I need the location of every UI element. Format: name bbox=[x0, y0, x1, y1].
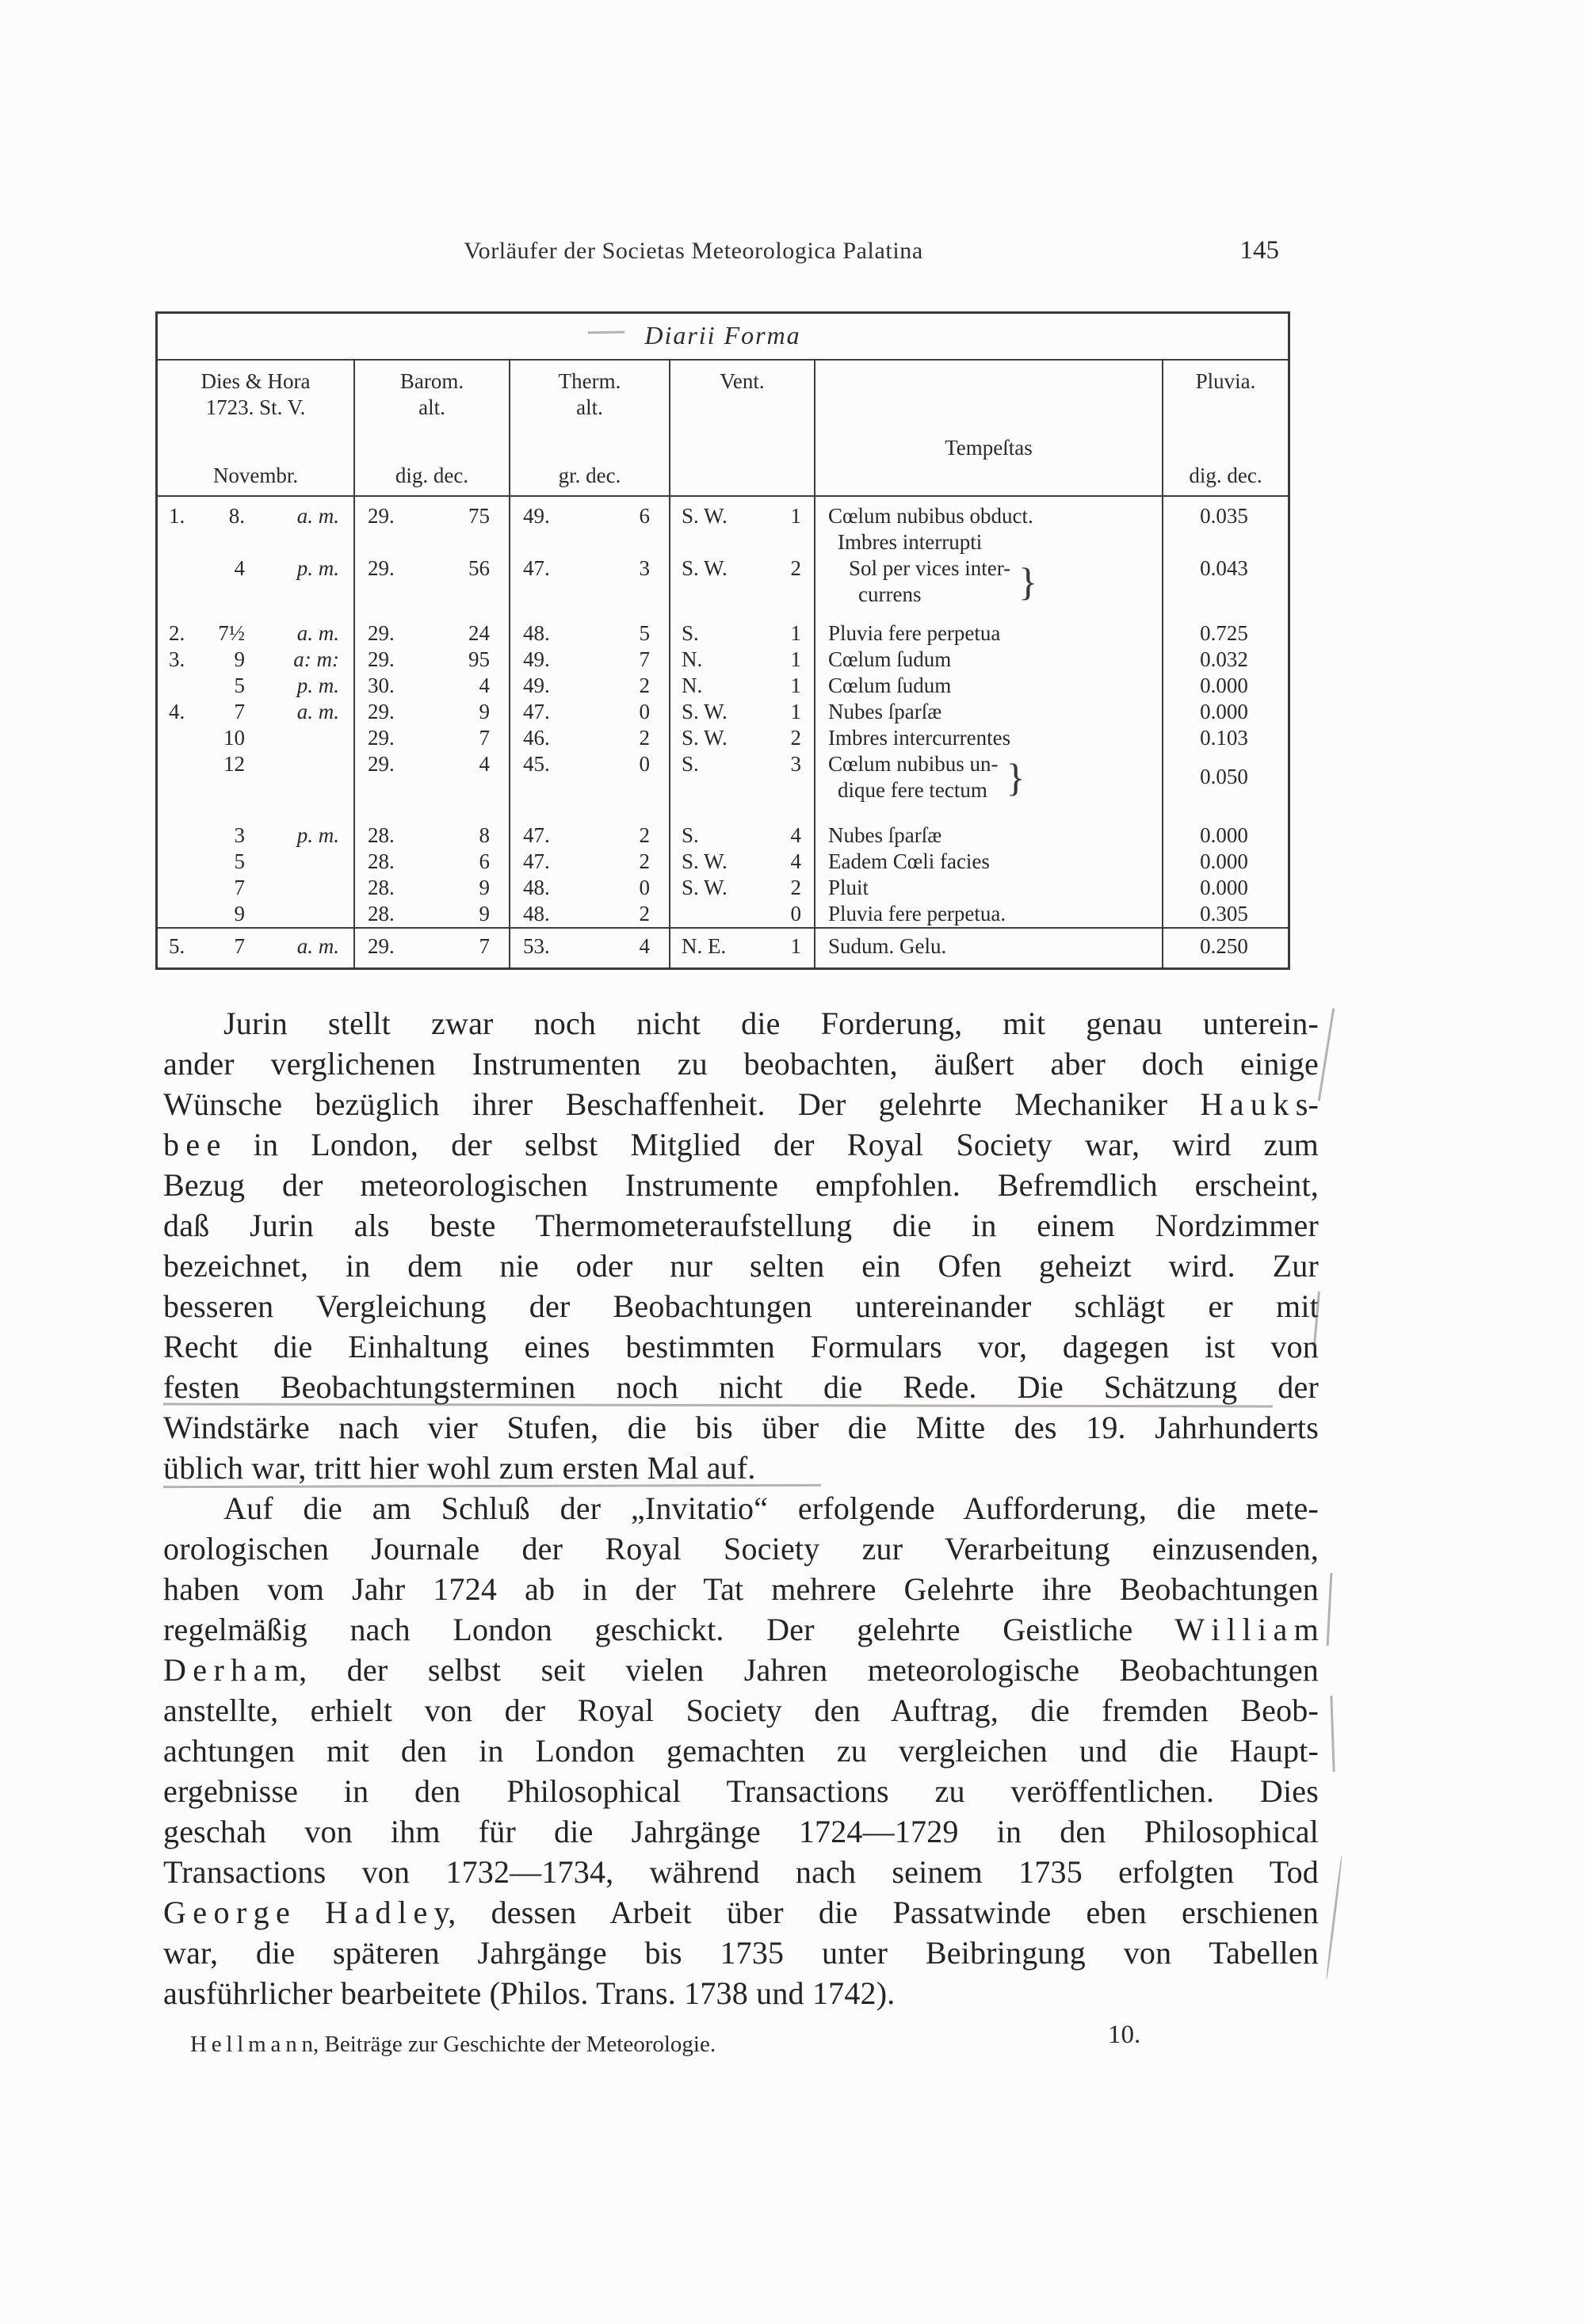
cell-pluvia: 0.103 bbox=[1162, 725, 1288, 751]
thermometer-decimal: 5 bbox=[639, 621, 650, 645]
cell-pluvia: 0.035 bbox=[1162, 497, 1288, 555]
header-pluvia-label: Pluvia. bbox=[1195, 369, 1256, 393]
header-tempestas bbox=[814, 361, 1162, 497]
cell-barometer bbox=[353, 725, 509, 751]
header-dies-line2: 1723. St. V. bbox=[205, 395, 306, 419]
thermometer-decimal: 7 bbox=[639, 647, 650, 671]
dies-ampm: a. m. bbox=[296, 700, 339, 723]
text-line: achtungen mit den in London gemachten zu vergleichen und die Haupt- bbox=[163, 1733, 1319, 1769]
cell-dies bbox=[158, 725, 353, 751]
weather-line1: Pluvia fere perpetua. bbox=[828, 902, 1006, 925]
header-tempestas-label: Tempeſtas bbox=[945, 436, 1033, 460]
footnote: H e l l m a n n, Beiträge zur Geschichte der Meteorologie. bbox=[190, 2032, 716, 2057]
text-line: b e e in London, der selbst Mitglied der Royal Society war, wird zum bbox=[163, 1127, 1319, 1162]
cell-dies bbox=[158, 647, 353, 673]
cell-thermometer bbox=[509, 555, 669, 608]
wind-direction: S. W. bbox=[682, 504, 728, 528]
barometer-decimal: 9 bbox=[479, 876, 490, 899]
diarii-forma-table bbox=[155, 311, 1290, 970]
cell-thermometer bbox=[509, 751, 669, 803]
barometer-decimal: 75 bbox=[468, 504, 490, 528]
thermometer-decimal: 0 bbox=[639, 700, 650, 723]
wind-force: 1 bbox=[790, 504, 801, 528]
pencil-mark bbox=[1327, 1573, 1333, 1646]
header-barom-units: dig. dec. bbox=[395, 464, 469, 487]
cell-pluvia: 0.032 bbox=[1162, 647, 1288, 673]
thermometer-decimal: 3 bbox=[639, 556, 650, 580]
text-line: regelmäßig nach London geschickt. Der gelehrte Geistliche W i l l i a m bbox=[163, 1612, 1319, 1647]
cell-wind bbox=[669, 751, 814, 803]
weather-line1: Pluit bbox=[828, 876, 869, 899]
weather-line1: Imbres intercurrentes bbox=[828, 726, 1011, 750]
cell-barometer bbox=[353, 901, 509, 927]
text-line: Wünsche bezüglich ihrer Beschaffenheit. Der gelehrte Mechaniker H a u k s- bbox=[163, 1086, 1319, 1122]
cell-pluvia: 0.000 bbox=[1162, 849, 1288, 875]
dies-day: 5. bbox=[169, 934, 185, 958]
cell-wind bbox=[669, 901, 814, 927]
cell-dies bbox=[158, 901, 353, 927]
cell-barometer bbox=[353, 751, 509, 803]
cell-wind bbox=[669, 608, 814, 647]
cell-thermometer bbox=[509, 608, 669, 647]
weather-line1: Sudum. Gelu. bbox=[828, 934, 947, 958]
text-line: ander verglichenen Instrumenten zu beobachten, äußert aber doch einige bbox=[163, 1046, 1319, 1082]
cell-wind bbox=[669, 497, 814, 555]
wind-force: 3 bbox=[790, 752, 801, 776]
wind-force: 4 bbox=[790, 823, 801, 847]
cell-thermometer bbox=[509, 699, 669, 725]
thermometer-decimal: 2 bbox=[639, 902, 650, 925]
barometer-decimal: 95 bbox=[468, 647, 490, 671]
cell-weather bbox=[814, 849, 1162, 875]
barometer-decimal: 56 bbox=[468, 556, 490, 580]
thermometer-integer: 49. bbox=[523, 674, 550, 697]
weather-line2: currens bbox=[858, 582, 922, 606]
wind-direction: N. bbox=[682, 647, 703, 671]
cell-thermometer bbox=[509, 725, 669, 751]
cell-weather bbox=[814, 901, 1162, 927]
text-line: anstellte, erhielt von der Royal Society den Auftrag, die fremden Beob- bbox=[163, 1692, 1319, 1728]
cell-thermometer bbox=[509, 901, 669, 927]
dies-day: 3. bbox=[169, 647, 185, 671]
dies-hour: 8. bbox=[228, 504, 245, 528]
wind-force: 2 bbox=[790, 556, 801, 580]
wind-force: 0 bbox=[790, 902, 801, 925]
dies-ampm: a. m. bbox=[296, 504, 339, 528]
cell-dies bbox=[158, 608, 353, 647]
thermometer-integer: 47. bbox=[523, 556, 550, 580]
table-title: Diarii Forma bbox=[158, 314, 1288, 361]
text-line: Transactions von 1732—1734, während nach seinem 1735 erfolgten Tod bbox=[163, 1854, 1319, 1890]
dies-ampm: a. m. bbox=[296, 934, 339, 958]
barometer-decimal: 9 bbox=[479, 700, 490, 723]
dies-hour: 7 bbox=[234, 700, 245, 723]
barometer-integer: 29. bbox=[368, 752, 395, 776]
barometer-integer: 29. bbox=[368, 700, 395, 723]
dies-hour: 4 bbox=[234, 556, 245, 580]
dies-hour: 7½ bbox=[218, 621, 245, 645]
header-vent bbox=[669, 361, 814, 497]
text-line: bezeichnet, in dem nie oder nur selten ein Ofen geheizt wird. Zur bbox=[163, 1248, 1319, 1284]
cell-thermometer bbox=[509, 927, 669, 967]
header-therm-units: gr. dec. bbox=[558, 464, 621, 487]
cell-weather bbox=[814, 875, 1162, 901]
barometer-decimal: 6 bbox=[479, 849, 490, 873]
dies-hour: 3 bbox=[234, 823, 245, 847]
cell-weather bbox=[814, 803, 1162, 849]
barometer-decimal: 4 bbox=[479, 752, 490, 776]
wind-direction: S. W. bbox=[682, 556, 728, 580]
header-dies-line3: Novembr. bbox=[212, 464, 299, 487]
wind-force: 1 bbox=[790, 700, 801, 723]
cell-wind bbox=[669, 673, 814, 699]
wind-force: 1 bbox=[790, 621, 801, 645]
barometer-integer: 29. bbox=[368, 504, 395, 528]
cell-barometer bbox=[353, 673, 509, 699]
wind-force: 2 bbox=[790, 726, 801, 750]
dies-hour: 5 bbox=[234, 674, 245, 697]
cell-pluvia: 0.043 bbox=[1162, 555, 1288, 608]
sheet-signature: 10. bbox=[1108, 2021, 1141, 2049]
cell-wind bbox=[669, 849, 814, 875]
wind-force: 4 bbox=[790, 849, 801, 873]
cell-thermometer bbox=[509, 875, 669, 901]
text-line: orologischen Journale der Royal Society zur Verarbeitung einzusenden, bbox=[163, 1531, 1319, 1567]
wind-direction: S. bbox=[682, 752, 699, 776]
cell-dies bbox=[158, 875, 353, 901]
text-line: war, die späteren Jahrgänge bis 1735 unter Beibringung von Tabellen bbox=[163, 1935, 1319, 1971]
cell-thermometer bbox=[509, 497, 669, 555]
cell-weather bbox=[814, 927, 1162, 967]
dies-hour: 5 bbox=[234, 849, 245, 873]
wind-direction: S. W. bbox=[682, 876, 728, 899]
cell-thermometer bbox=[509, 803, 669, 849]
dies-hour: 7 bbox=[234, 934, 245, 958]
cell-barometer bbox=[353, 849, 509, 875]
cell-weather bbox=[814, 699, 1162, 725]
weather-line1: Nubes ſparſæ bbox=[828, 700, 942, 723]
cell-wind bbox=[669, 875, 814, 901]
wind-direction: S. W. bbox=[682, 700, 728, 723]
barometer-integer: 29. bbox=[368, 621, 395, 645]
text-line: festen Beobachtungsterminen noch nicht die Rede. Die Schätzung der bbox=[163, 1369, 1319, 1405]
text-line: Bezug der meteorologischen Instrumente empfohlen. Befremdlich erscheint, bbox=[163, 1167, 1319, 1203]
dies-day: 1. bbox=[169, 504, 185, 528]
thermometer-integer: 46. bbox=[523, 726, 550, 750]
cell-barometer bbox=[353, 927, 509, 967]
cell-dies bbox=[158, 849, 353, 875]
thermometer-decimal: 2 bbox=[639, 674, 650, 697]
text-line: üblich war, tritt hier wohl zum ersten Mal auf. bbox=[163, 1450, 756, 1486]
cell-thermometer bbox=[509, 673, 669, 699]
cell-dies bbox=[158, 751, 353, 803]
wind-force: 1 bbox=[790, 934, 801, 958]
pencil-mark bbox=[1318, 1008, 1335, 1101]
weather-line2: Imbres interrupti bbox=[838, 530, 983, 554]
cell-wind bbox=[669, 555, 814, 608]
cell-wind bbox=[669, 803, 814, 849]
barometer-integer: 29. bbox=[368, 647, 395, 671]
pencil-mark bbox=[1330, 1696, 1335, 1772]
brace-glyph: } bbox=[1018, 559, 1038, 604]
paragraph-1 bbox=[163, 1003, 1319, 1488]
barometer-decimal: 24 bbox=[468, 621, 490, 645]
dies-hour: 10 bbox=[223, 726, 245, 750]
cell-dies bbox=[158, 699, 353, 725]
cell-barometer bbox=[353, 555, 509, 608]
thermometer-integer: 48. bbox=[523, 621, 550, 645]
header-therm bbox=[509, 361, 669, 497]
weather-line1: Cœlum nubibus un- bbox=[828, 752, 999, 776]
barometer-integer: 28. bbox=[368, 849, 395, 873]
barometer-decimal: 7 bbox=[479, 934, 490, 958]
cell-pluvia: 0.050 bbox=[1162, 751, 1288, 803]
wind-direction: N. bbox=[682, 674, 703, 697]
weather-line1: Cœlum ſudum bbox=[828, 674, 952, 697]
header-dies-line1: Dies & Hora bbox=[201, 369, 311, 393]
cell-wind bbox=[669, 647, 814, 673]
cell-weather bbox=[814, 555, 1162, 608]
cell-wind bbox=[669, 725, 814, 751]
cell-barometer bbox=[353, 699, 509, 725]
thermometer-integer: 47. bbox=[523, 700, 550, 723]
weather-line1: Cœlum nubibus obduct. bbox=[828, 504, 1033, 528]
thermometer-decimal: 2 bbox=[639, 726, 650, 750]
brace-glyph: } bbox=[1006, 755, 1025, 799]
cell-barometer bbox=[353, 497, 509, 555]
cell-weather bbox=[814, 751, 1162, 803]
cell-pluvia: 0.725 bbox=[1162, 608, 1288, 647]
header-therm-line2: alt. bbox=[576, 395, 603, 419]
dies-day: 4. bbox=[169, 700, 185, 723]
cell-barometer bbox=[353, 875, 509, 901]
barometer-integer: 28. bbox=[368, 876, 395, 899]
thermometer-decimal: 4 bbox=[639, 934, 650, 958]
barometer-decimal: 9 bbox=[479, 902, 490, 925]
barometer-decimal: 7 bbox=[479, 726, 490, 750]
dies-ampm: p. m. bbox=[296, 823, 339, 847]
weather-line1: Nubes ſparſæ bbox=[828, 823, 942, 847]
cell-thermometer bbox=[509, 647, 669, 673]
text-line: ergebnisse in den Philosophical Transactions zu veröffentlichen. Dies bbox=[163, 1773, 1319, 1809]
cell-barometer bbox=[353, 608, 509, 647]
weather-line1: Pluvia fere perpetua bbox=[828, 621, 1001, 645]
running-head-title: Vorläufer der Societas Meteorologica Palatina bbox=[464, 238, 923, 264]
text-line: Windstärke nach vier Stufen, die bis über die Mitte des 19. Jahrhunderts bbox=[163, 1410, 1319, 1445]
barometer-decimal: 8 bbox=[479, 823, 490, 847]
weather-line1: Eadem Cœli facies bbox=[828, 849, 990, 873]
dies-hour: 9 bbox=[234, 647, 245, 671]
cell-wind bbox=[669, 927, 814, 967]
dies-hour: 9 bbox=[234, 902, 245, 925]
cell-dies bbox=[158, 497, 353, 555]
thermometer-decimal: 6 bbox=[639, 504, 650, 528]
thermometer-integer: 49. bbox=[523, 647, 550, 671]
thermometer-decimal: 2 bbox=[639, 849, 650, 873]
cell-barometer bbox=[353, 803, 509, 849]
cell-weather bbox=[814, 725, 1162, 751]
cell-dies bbox=[158, 803, 353, 849]
header-barom-line2: alt. bbox=[418, 395, 445, 419]
text-line: haben vom Jahr 1724 ab in der Tat mehrere Gelehrte ihre Beobachtungen bbox=[163, 1571, 1319, 1607]
barometer-integer: 30. bbox=[368, 674, 395, 697]
barometer-integer: 28. bbox=[368, 902, 395, 925]
header-dies bbox=[158, 361, 353, 497]
text-line: ausführlicher bearbeitete (Philos. Trans. 1738 und 1742). bbox=[163, 1975, 896, 2011]
text-line: D e r h a m, der selbst seit vielen Jahren meteorologische Beobachtungen bbox=[163, 1652, 1319, 1688]
dies-ampm: p. m. bbox=[296, 674, 339, 697]
paragraph-2 bbox=[163, 1488, 1319, 2013]
pencil-mark bbox=[1325, 1854, 1342, 1980]
dies-ampm: a: m: bbox=[293, 647, 339, 671]
text-line: G e o r g e H a d l e y, dessen Arbeit über die Passatwinde eben erschienen bbox=[163, 1895, 1319, 1930]
page-number: 145 bbox=[1239, 236, 1279, 265]
dies-ampm: a. m. bbox=[296, 621, 339, 645]
header-pluvia-units: dig. dec. bbox=[1189, 464, 1262, 487]
cell-weather bbox=[814, 673, 1162, 699]
cell-pluvia: 0.000 bbox=[1162, 673, 1288, 699]
wind-direction: S. bbox=[682, 621, 699, 645]
weather-line1: Sol per vices inter- bbox=[849, 556, 1011, 580]
thermometer-integer: 45. bbox=[523, 752, 550, 776]
thermometer-integer: 47. bbox=[523, 823, 550, 847]
header-vent-label: Vent. bbox=[720, 369, 765, 393]
text-line: Auf die am Schluß der „Invitatio“ erfolgende Aufforderung, die mete- bbox=[223, 1490, 1319, 1526]
header-barom bbox=[353, 361, 509, 497]
thermometer-integer: 49. bbox=[523, 504, 550, 528]
cell-pluvia: 0.250 bbox=[1162, 927, 1288, 967]
wind-direction: S. bbox=[682, 823, 699, 847]
cell-weather bbox=[814, 497, 1162, 555]
cell-pluvia: 0.305 bbox=[1162, 901, 1288, 927]
text-line: besseren Vergleichung der Beobachtungen untereinander schlägt er mit bbox=[163, 1288, 1319, 1324]
barometer-integer: 29. bbox=[368, 726, 395, 750]
text-line: Jurin stellt zwar noch nicht die Forderung, mit genau unterein- bbox=[223, 1006, 1319, 1041]
cell-dies bbox=[158, 927, 353, 967]
wind-force: 2 bbox=[790, 876, 801, 899]
cell-dies bbox=[158, 673, 353, 699]
wind-direction: N. E. bbox=[682, 934, 727, 958]
cell-pluvia: 0.000 bbox=[1162, 699, 1288, 725]
wind-force: 1 bbox=[790, 647, 801, 671]
body-text bbox=[163, 1003, 1319, 2013]
thermometer-decimal: 0 bbox=[639, 876, 650, 899]
running-head bbox=[163, 238, 1319, 273]
cell-barometer bbox=[353, 647, 509, 673]
cell-pluvia: 0.000 bbox=[1162, 803, 1288, 849]
text-line: geschah von ihm für die Jahrgänge 1724—1729 in den Philosophical bbox=[163, 1814, 1319, 1849]
cell-pluvia: 0.000 bbox=[1162, 875, 1288, 901]
dies-hour: 7 bbox=[234, 876, 245, 899]
weather-line2: dique fere tectum bbox=[838, 778, 987, 802]
thermometer-decimal: 2 bbox=[639, 823, 650, 847]
thermometer-decimal: 0 bbox=[639, 752, 650, 776]
dies-day: 2. bbox=[169, 621, 185, 645]
cell-weather bbox=[814, 608, 1162, 647]
wind-force: 1 bbox=[790, 674, 801, 697]
dies-hour: 12 bbox=[223, 752, 245, 776]
thermometer-integer: 47. bbox=[523, 849, 550, 873]
text-line: daß Jurin als beste Thermometeraufstellung die in einem Nordzimmer bbox=[163, 1208, 1319, 1243]
cell-wind bbox=[669, 699, 814, 725]
wind-direction: S. W. bbox=[682, 726, 728, 750]
header-barom-line1: Barom. bbox=[399, 369, 464, 393]
barometer-decimal: 4 bbox=[479, 674, 490, 697]
wind-direction: S. W. bbox=[682, 849, 728, 873]
text-line: Recht die Einhaltung eines bestimmten Formulars vor, dagegen ist von bbox=[163, 1329, 1319, 1364]
barometer-integer: 29. bbox=[368, 934, 395, 958]
thermometer-integer: 48. bbox=[523, 876, 550, 899]
barometer-integer: 29. bbox=[368, 556, 395, 580]
header-therm-line1: Therm. bbox=[558, 369, 621, 393]
dies-ampm: p. m. bbox=[296, 556, 339, 580]
header-pluvia bbox=[1162, 361, 1288, 497]
cell-weather bbox=[814, 647, 1162, 673]
weather-line1: Cœlum ſudum bbox=[828, 647, 952, 671]
thermometer-integer: 53. bbox=[523, 934, 550, 958]
barometer-integer: 28. bbox=[368, 823, 395, 847]
cell-thermometer bbox=[509, 849, 669, 875]
cell-dies bbox=[158, 555, 353, 608]
thermometer-integer: 48. bbox=[523, 902, 550, 925]
